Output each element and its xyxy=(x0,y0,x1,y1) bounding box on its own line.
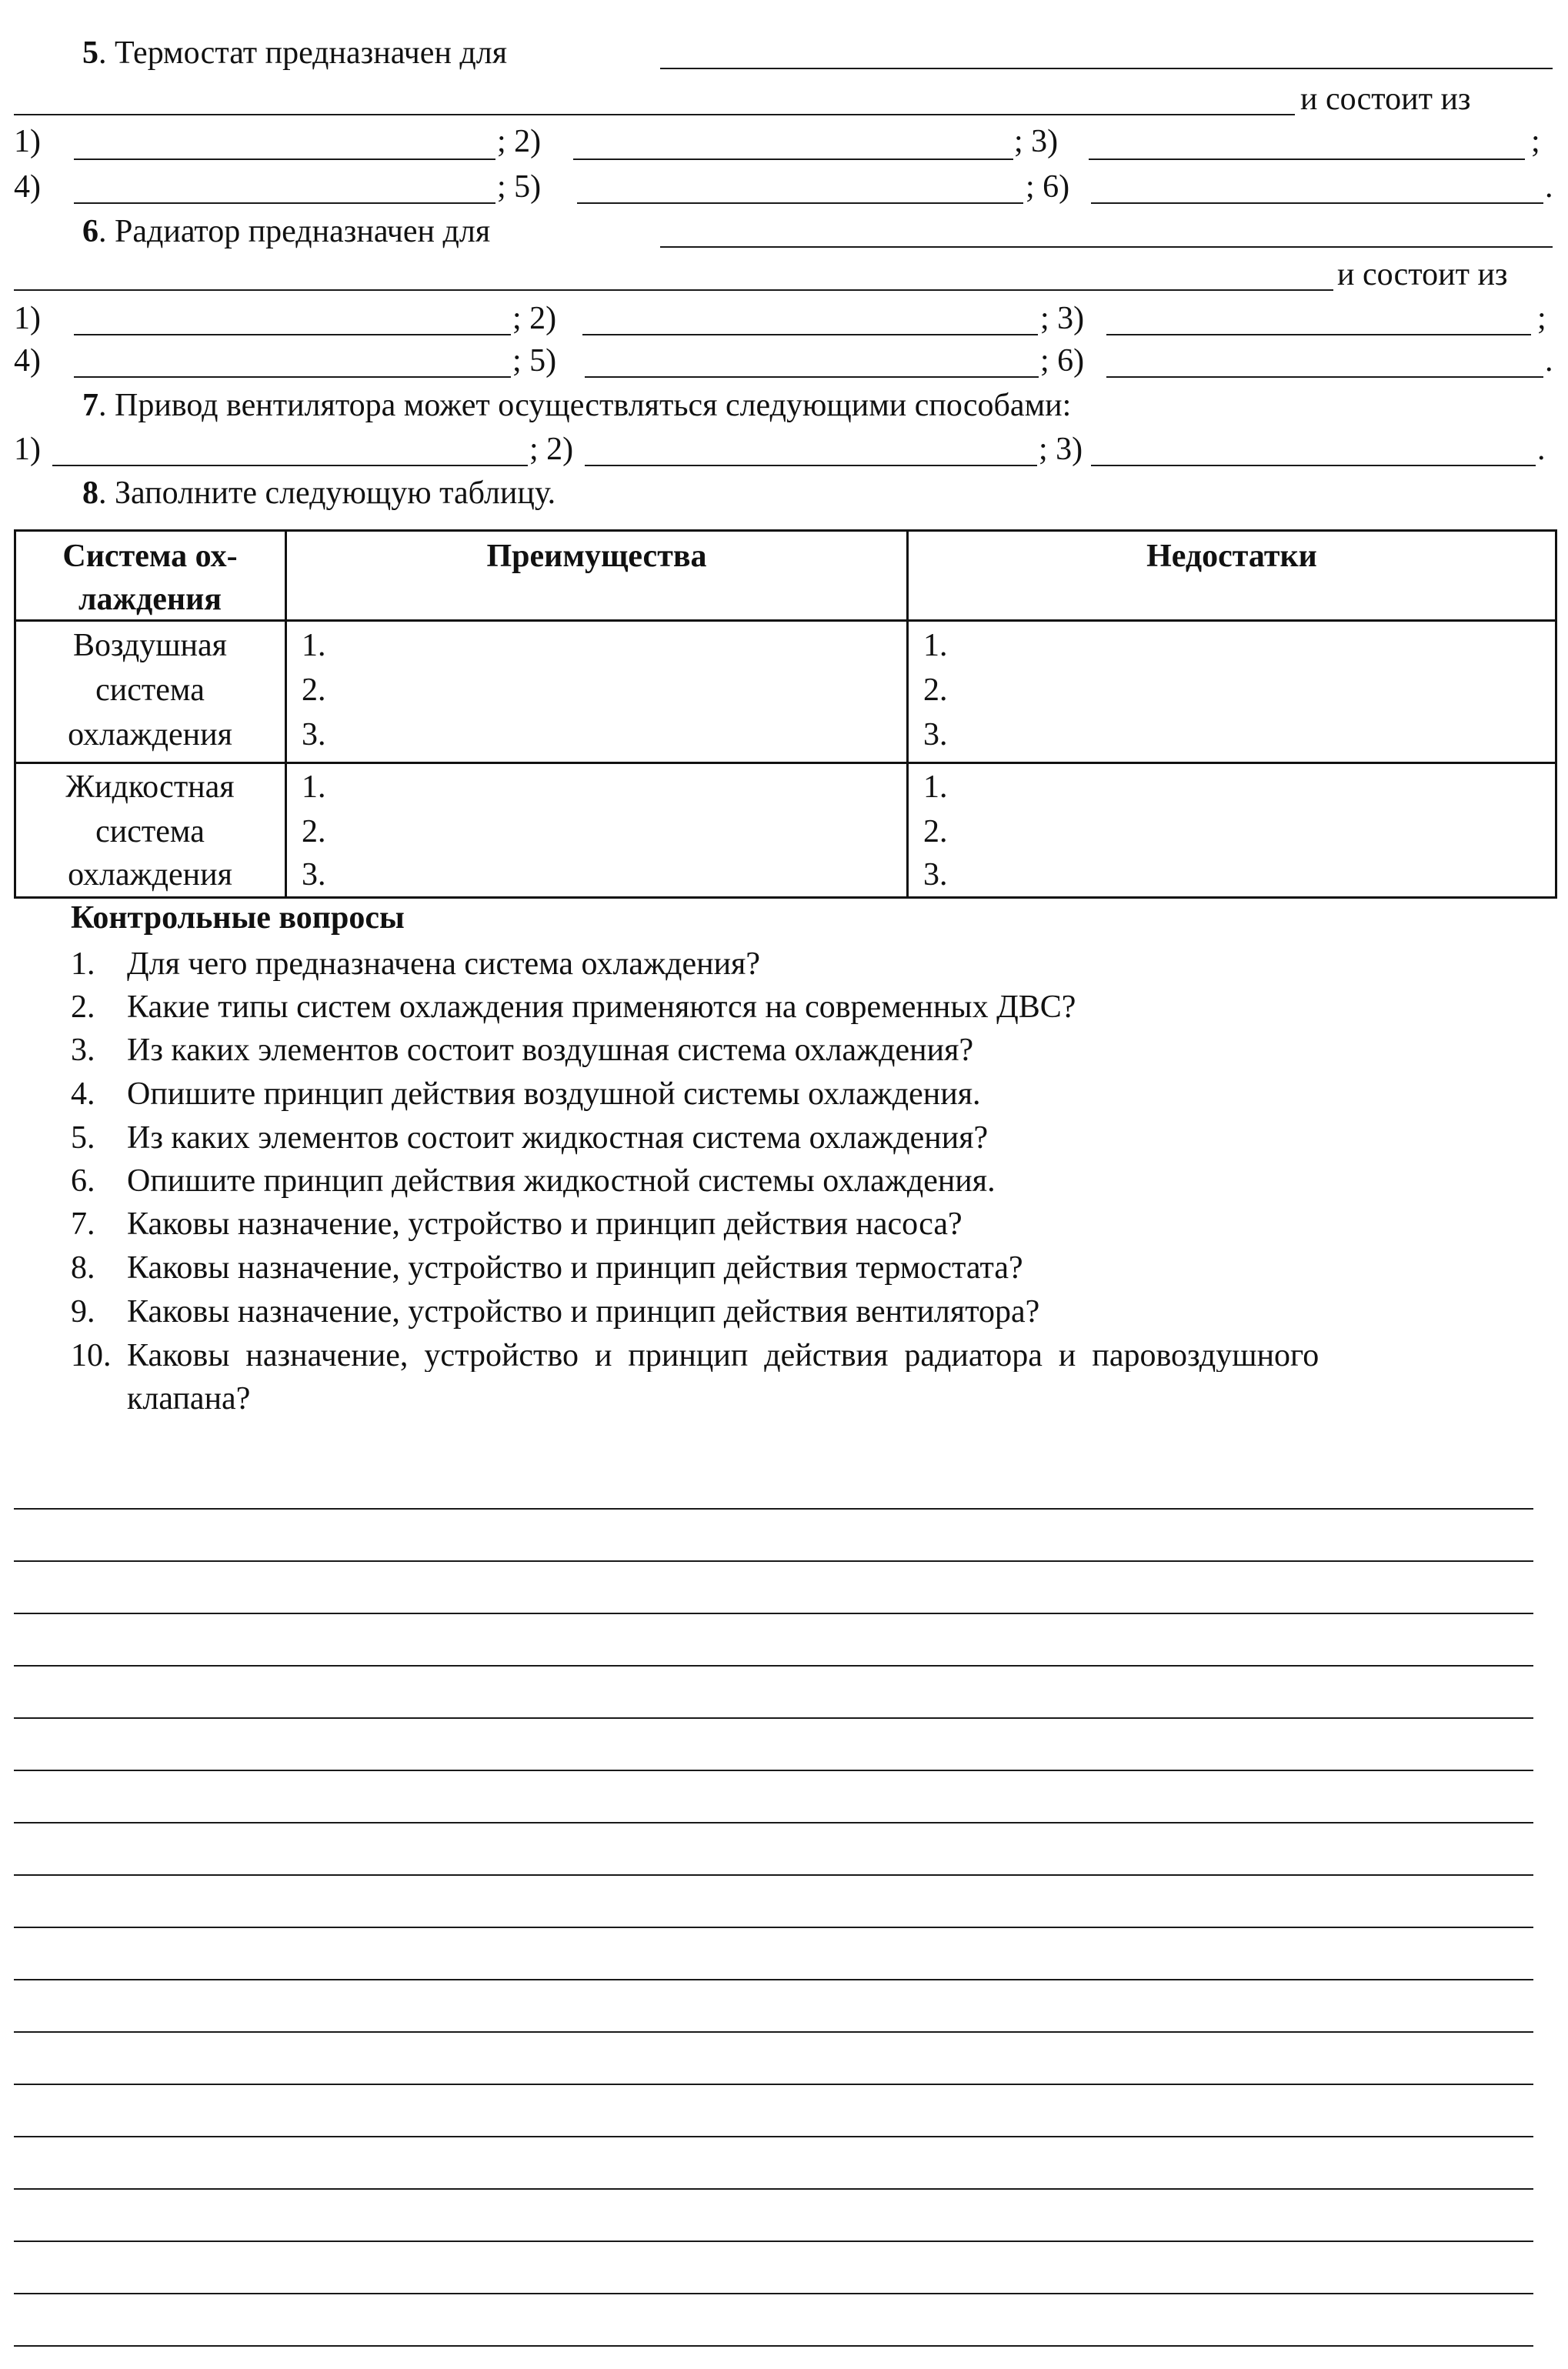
answer-line[interactable] xyxy=(14,1874,1533,1876)
q5-lead: . Термостат предназначен для xyxy=(98,35,508,71)
q5-item-6-blank[interactable] xyxy=(1091,202,1543,204)
q7-item-1-label: 1) xyxy=(14,432,41,467)
q5-item-3-end: ; xyxy=(1531,124,1540,159)
row1-dis-1[interactable]: 1. xyxy=(923,628,948,663)
question-8-number: 8. xyxy=(71,1250,95,1286)
q6-item-1-label: 1) xyxy=(14,301,41,336)
row2-adv-2[interactable]: 2. xyxy=(302,814,326,849)
question-10-number: 10. xyxy=(71,1338,112,1373)
row2-adv-1[interactable]: 1. xyxy=(302,769,326,805)
q7-number: 7 xyxy=(82,388,98,423)
answer-line[interactable] xyxy=(14,2031,1533,2033)
question-10-text: Каковы назначение, устройство и принцип действия радиатора и паровоздушного xyxy=(127,1340,1319,1372)
q5-item-1-label: 1) xyxy=(14,124,41,159)
answer-line[interactable] xyxy=(14,1717,1533,1719)
q6-tail: и состоит из xyxy=(1337,257,1508,292)
row1-adv-3[interactable]: 3. xyxy=(302,717,326,752)
q7-item-3-label: ; 3) xyxy=(1039,432,1083,467)
q5-heading xyxy=(82,37,507,69)
q6-purpose-blank[interactable] xyxy=(660,246,1553,248)
q5-item-4-blank[interactable] xyxy=(74,202,495,204)
q6-item-5-label: ; 5) xyxy=(512,343,557,379)
q5-purpose-blank[interactable] xyxy=(660,68,1553,69)
q5-tail: и состоит из xyxy=(1300,82,1471,117)
row2-adv-3[interactable]: 3. xyxy=(302,857,326,893)
answer-line[interactable] xyxy=(14,2136,1533,2137)
answer-line[interactable] xyxy=(14,1560,1533,1562)
q5-item-5-blank[interactable] xyxy=(577,202,1023,204)
q5-item-2-label: ; 2) xyxy=(497,124,542,159)
row2-dis-3[interactable]: 3. xyxy=(923,857,948,893)
answer-line[interactable] xyxy=(14,2084,1533,2085)
q6-item-6-end: . xyxy=(1545,343,1553,379)
q8-heading xyxy=(82,477,555,509)
answer-line[interactable] xyxy=(14,2345,1533,2347)
table-col-divider-2 xyxy=(906,529,909,899)
answer-line[interactable] xyxy=(14,1770,1533,1771)
q6-item-6-blank[interactable] xyxy=(1106,376,1543,378)
question-4-text: Опишите принцип действия воздушной системы охлаждения. xyxy=(127,1076,981,1112)
answer-line[interactable] xyxy=(14,1927,1533,1928)
question-5-text: Из каких элементов состоит жидкостная система охлаждения? xyxy=(127,1120,989,1156)
q5-number: 5 xyxy=(82,35,98,71)
q7-lead: . Привод вентилятора может осуществляться следующими способами: xyxy=(98,388,1072,423)
q6-number: 6 xyxy=(82,214,98,249)
question-3-number: 3. xyxy=(71,1033,95,1068)
q7-item-2-blank[interactable] xyxy=(585,465,1037,466)
q7-item-1-blank[interactable] xyxy=(52,465,528,466)
table-border-bottom xyxy=(14,896,1557,899)
q6-item-6-label: ; 6) xyxy=(1040,343,1085,379)
q7-item-3-end: . xyxy=(1537,432,1546,467)
control-questions-title: Контрольные вопросы xyxy=(71,900,405,936)
q8-number: 8 xyxy=(82,475,98,511)
q5-item-6-end: . xyxy=(1545,169,1553,205)
answer-line[interactable] xyxy=(14,1665,1533,1667)
answer-line[interactable] xyxy=(14,1979,1533,1980)
question-9-text: Каковы назначение, устройство и принцип действия вентилятора? xyxy=(127,1294,1040,1330)
question-2-text: Какие типы систем охлаждения применяются на современных ДВС? xyxy=(127,989,1076,1025)
q5-item-2-blank[interactable] xyxy=(573,158,1013,160)
row2-dis-1[interactable]: 1. xyxy=(923,769,948,805)
answer-line[interactable] xyxy=(14,1508,1533,1510)
question-5-number: 5. xyxy=(71,1120,95,1156)
q6-item-2-label: ; 2) xyxy=(512,301,557,336)
q6-lead: . Радиатор предназначен для xyxy=(98,214,491,249)
q6-item-4-label: 4) xyxy=(14,343,41,379)
q5-item-4-label: 4) xyxy=(14,169,41,205)
q7-heading xyxy=(82,389,1071,422)
row2-system-line3: охлаждения xyxy=(68,857,232,893)
question-9-number: 9. xyxy=(71,1294,95,1330)
q6-item-1-blank[interactable] xyxy=(74,334,511,335)
table-row-divider xyxy=(14,762,1557,764)
row1-adv-2[interactable]: 2. xyxy=(302,672,326,708)
question-1-text: Для чего предназначена система охлаждения? xyxy=(127,946,761,982)
table-border-top xyxy=(14,529,1557,532)
q6-item-3-label: ; 3) xyxy=(1040,301,1085,336)
row1-system-line1: Воздушная xyxy=(73,628,227,663)
answer-line[interactable] xyxy=(14,1613,1533,1614)
table-border-right xyxy=(1555,529,1557,899)
question-2-number: 2. xyxy=(71,989,95,1025)
q5-item-3-label: ; 3) xyxy=(1014,124,1059,159)
q7-item-3-blank[interactable] xyxy=(1091,465,1536,466)
q5-item-1-blank[interactable] xyxy=(74,158,495,160)
q5-purpose-blank-2[interactable] xyxy=(14,114,1295,115)
answer-line[interactable] xyxy=(14,2293,1533,2294)
question-8-text: Каковы назначение, устройство и принцип действия термостата? xyxy=(127,1250,1023,1286)
table-col-divider-1 xyxy=(285,529,287,899)
question-6-number: 6. xyxy=(71,1163,95,1199)
row1-dis-3[interactable]: 3. xyxy=(923,717,948,752)
question-6-text: Опишите принцип действия жидкостной системы охлаждения. xyxy=(127,1163,996,1199)
answer-line[interactable] xyxy=(14,2241,1533,2242)
q6-item-5-blank[interactable] xyxy=(585,376,1039,378)
question-7-number: 7. xyxy=(71,1206,95,1242)
row1-system-line3: охлаждения xyxy=(68,717,232,752)
row2-system-line1: Жидкостная xyxy=(65,769,235,805)
row2-dis-2[interactable]: 2. xyxy=(923,814,948,849)
row1-dis-2[interactable]: 2. xyxy=(923,672,948,708)
row2-system-line2: система xyxy=(95,814,205,849)
q6-item-3-end: ; xyxy=(1537,301,1546,336)
question-4-number: 4. xyxy=(71,1076,95,1112)
q6-item-3-blank[interactable] xyxy=(1106,334,1531,335)
q5-item-5-label: ; 5) xyxy=(497,169,542,205)
q8-lead: . Заполните следующую таблицу. xyxy=(98,475,556,511)
header-system-line1: Система ох- xyxy=(62,539,238,574)
answer-line[interactable] xyxy=(14,2188,1533,2190)
question-3-text: Из каких элементов состоит воздушная система охлаждения? xyxy=(127,1033,974,1068)
answer-line[interactable] xyxy=(14,1822,1533,1823)
q6-item-4-blank[interactable] xyxy=(74,376,511,378)
q7-item-2-label: ; 2) xyxy=(529,432,574,467)
q6-item-2-blank[interactable] xyxy=(582,334,1038,335)
row1-adv-1[interactable]: 1. xyxy=(302,628,326,663)
q5-item-6-label: ; 6) xyxy=(1026,169,1070,205)
header-advantages: Преимущества xyxy=(486,539,707,574)
question-7-text: Каковы назначение, устройство и принцип действия насоса? xyxy=(127,1206,962,1242)
table-header-divider xyxy=(14,619,1557,622)
header-disadvantages: Недостатки xyxy=(1146,539,1317,574)
question-1-number: 1. xyxy=(71,946,95,982)
question-10-text-cont: клапана? xyxy=(127,1381,251,1416)
q6-purpose-blank-2[interactable] xyxy=(14,289,1333,291)
row1-system-line2: система xyxy=(95,672,205,708)
q5-item-3-blank[interactable] xyxy=(1089,158,1525,160)
header-system-line2: лаждения xyxy=(78,582,222,617)
q6-heading xyxy=(82,215,490,248)
